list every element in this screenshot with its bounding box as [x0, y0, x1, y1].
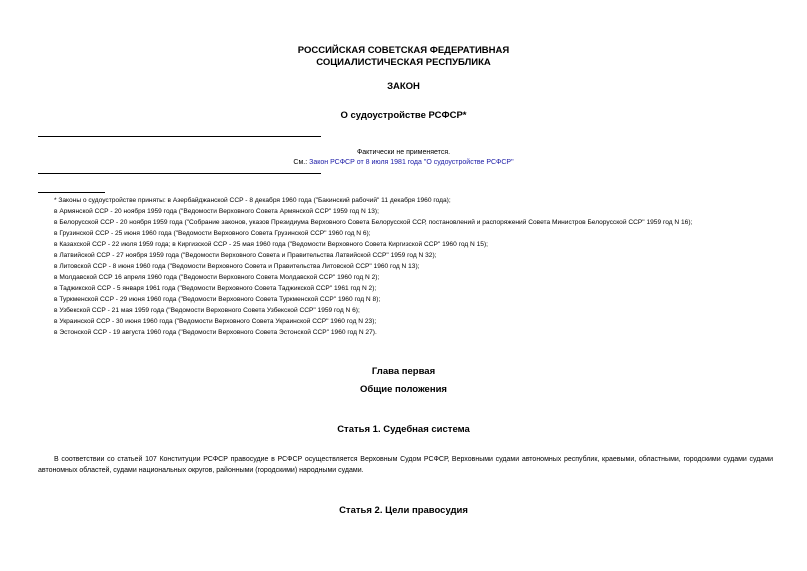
- footnote-line: в Белорусской ССР - 20 ноября 1959 года ("Собрание законов, указов Президиума Верховного Совета Белорусской ССР, постановлений и распоряжений Совета Министров Белорусской ССР" 1959 год N 16);: [54, 219, 693, 226]
- document-title: О судоустройстве РСФСР*: [340, 110, 467, 121]
- divider-line: [38, 173, 321, 174]
- chapter-number: Глава первая: [371, 366, 436, 377]
- footnote-line: в Грузинской ССР - 25 июня 1960 года ("Ведомости Верховного Совета Грузинской ССР" 1960 год N 6);: [54, 230, 371, 237]
- footnote-line: в Туркменской ССР - 29 июня 1960 года ("Ведомости Верховного Совета Туркменской ССР" 1960 год N 8);: [54, 296, 381, 303]
- footnote-line: в Эстонской ССР - 19 августа 1960 года ("Ведомости Верховного Совета Эстонской ССР" 1960 год N 27).: [54, 329, 377, 336]
- article-1-text: В соответствии со статьей 107 Конституции РСФСР правосудие в РСФСР осуществляется Верховным Судом РСФСР, Верховными судами автономных республик, краевыми, областными, городскими судами судами автономных областей, судами национальных округов, районными (городскими) народными судами.: [38, 456, 773, 474]
- divider-line: [38, 136, 321, 137]
- chapter-name: Общие положения: [360, 384, 447, 395]
- article-1-title: Статья 1. Судебная система: [337, 424, 470, 435]
- header-line-2: СОЦИАЛИСТИЧЕСКАЯ РЕСПУБЛИКА: [316, 57, 491, 68]
- status-note: Фактически не применяется.: [356, 149, 451, 156]
- article-2-title: Статья 2. Цели правосудия: [339, 505, 468, 516]
- related-law-link[interactable]: Закон РСФСР от 8 июля 1981 года "О судоустройстве РСФСР": [309, 159, 514, 166]
- footnote-separator: [38, 192, 105, 193]
- footnote-line: в Армянской ССР - 20 ноября 1959 года ("Ведомости Верховного Совета Армянской ССР" 1959 год N 13);: [54, 208, 379, 215]
- footnote-line: в Казахской ССР - 22 июля 1959 года; в Киргизской ССР - 25 мая 1960 года ("Ведомости Верховного Совета Киргизской ССР" 1960 год N 15);: [54, 241, 488, 248]
- status-see-line: [0, 158, 807, 168]
- footnote-line: в Узбекской ССР - 21 мая 1959 года ("Ведомости Верховного Совета Узбекской ССР" 1959 год N 6);: [54, 307, 360, 314]
- footnote-line: в Украинской ССР - 30 июня 1960 года ("Ведомости Верховного Совета Украинской ССР" 1960 год N 23);: [54, 318, 377, 325]
- footnote-line: в Молдавской ССР 16 апреля 1960 года ("Ведомости Верховного Совета Молдавской ССР" 1960 год N 2);: [54, 274, 380, 281]
- status-see-prefix: См.:: [293, 159, 310, 166]
- footnote-line: в Таджикской ССР - 5 января 1961 года ("Ведомости Верховного Совета Таджикской ССР" 1961 год N 2);: [54, 285, 377, 292]
- footnote-line: в Латвийской ССР - 27 ноября 1959 года ("Ведомости Верховного Совета и Правительства Латвийской ССР" 1959 год N 32);: [54, 252, 437, 259]
- footnote-line: в Литовской ССР - 8 июня 1960 года ("Ведомости Верховного Совета и Правительства Литовской ССР" 1960 год N 13);: [54, 263, 420, 270]
- footnote-line: * Законы о судоустройстве приняты: в Азербайджанской ССР - 8 декабря 1960 года ("Бакинский рабочий" 11 декабря 1960 года);: [54, 197, 451, 204]
- header-line-1: РОССИЙСКАЯ СОВЕТСКАЯ ФЕДЕРАТИВНАЯ: [297, 45, 510, 56]
- document-type: ЗАКОН: [387, 81, 420, 92]
